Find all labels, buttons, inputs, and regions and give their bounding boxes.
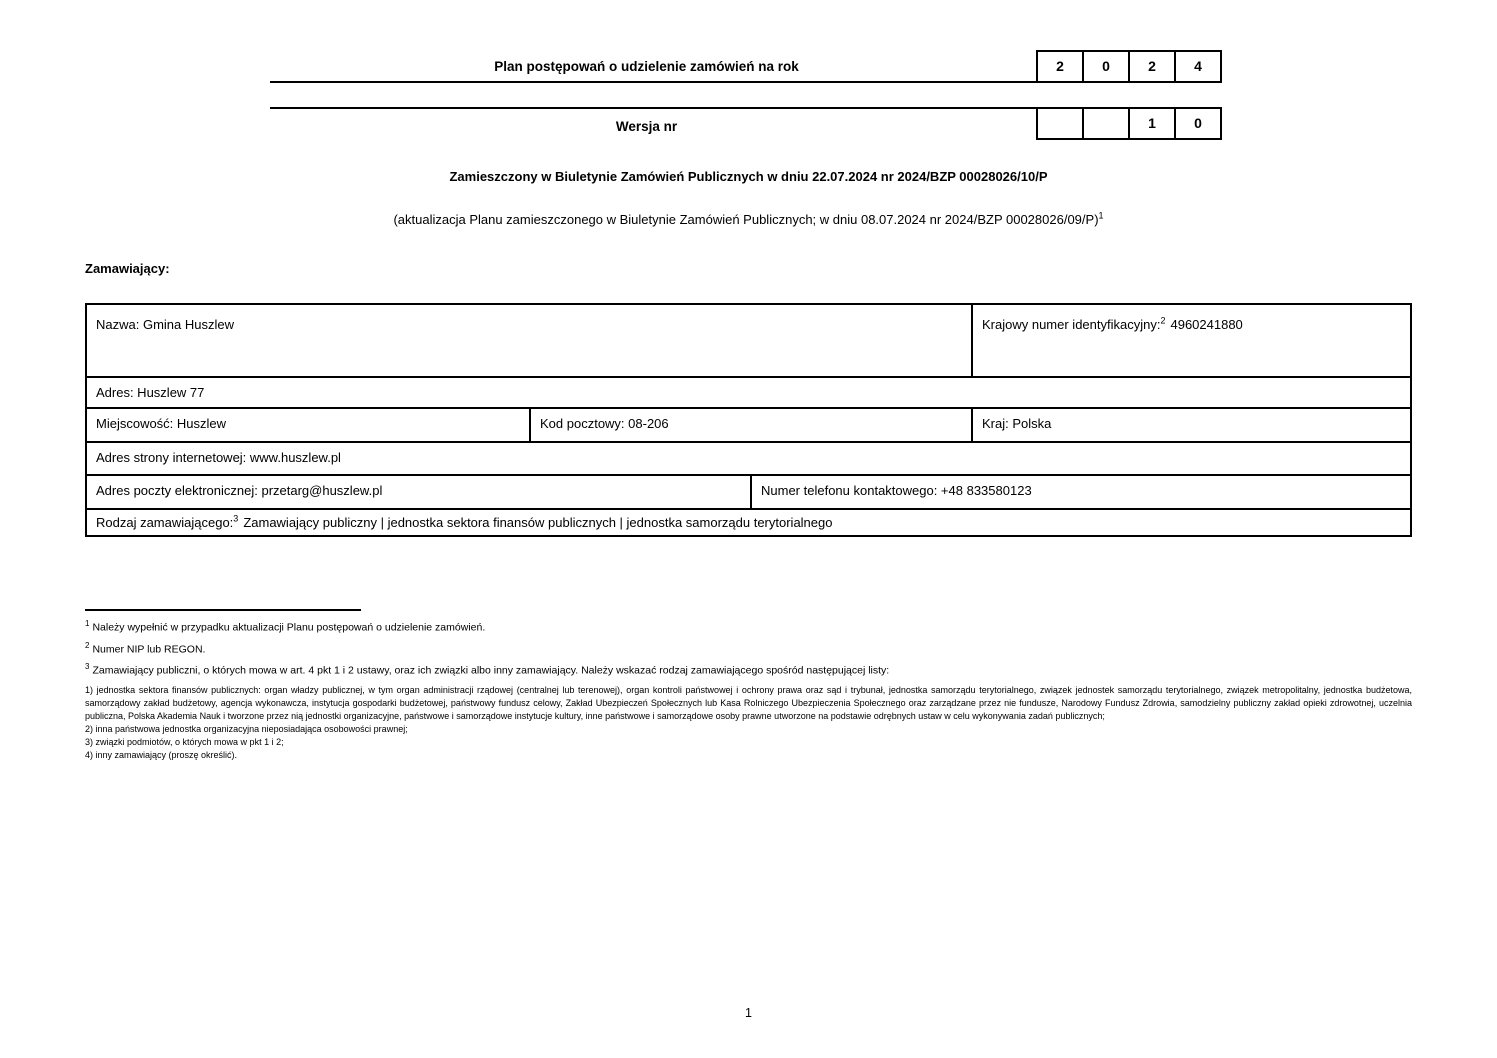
footnote-list-item: 4) inny zamawiający (proszę określić). <box>85 749 238 760</box>
version-row-gap <box>1023 107 1036 140</box>
table-row <box>87 305 1410 376</box>
footnote-2-text: Numer NIP lub REGON. <box>92 643 206 655</box>
year-digit-box: 4 <box>1174 50 1222 83</box>
table-row <box>87 508 1410 535</box>
version-digit-box <box>1036 107 1084 140</box>
footnote-ref-2: 2 <box>1160 315 1166 326</box>
footnote-ref-1: 1 <box>1098 210 1104 221</box>
footnote-divider <box>85 609 361 611</box>
year-digit-box: 2 <box>1036 50 1084 83</box>
address-cell: Adres: Huszlew 77 <box>96 385 205 400</box>
footnote-3-list <box>85 684 1412 762</box>
footnote-3 <box>85 662 1412 677</box>
plan-year-row <box>270 50 1226 83</box>
website-cell: Adres strony internetowej: www.huszlew.pl <box>96 450 341 465</box>
footnote-1 <box>85 619 1412 634</box>
footnote-ref-3: 3 <box>233 513 239 524</box>
plan-year-boxes <box>1036 50 1222 83</box>
year-digit-box: 0 <box>1082 50 1130 83</box>
footnote-list-item: 3) związki podmiotów, o których mowa w pkt 1 i 2; <box>85 736 284 747</box>
footnote-list-item: 1) jednostka sektora finansów publicznych: organ władzy publicznej, w tym organ administracji rządowej (centralnej lub terenowej), organ kontroli państwowej i ochrony prawa oraz sąd i trybunał, jednostka samorządu terytorialnego, związek jednostek samorządu terytorialnego, związek metropolitalny, jednostka budżetowa, samorządowy zakład budżetowy, agencja wykonawcza, instytucja gospodarki budżetowej, państwowy fundusz celowy, Zakład Ubezpieczeń Społecznych lub Kasa Rolniczego Ubezpieczenia Społecznego oraz zarządzane przez nie fundusze, Narodowy Fundusz Zdrowia, samodzielny publiczny zakład opieki zdrowotnej, uczelnia publiczna, Polska Akademia Nauk i tworzone przez nią jednostki organizacyjne, państwowe i samorządowe instytucje kultury, inne państwowe i samorządowe osoby prawne utworzone na podstawie odrębnych ustaw w celu wykonywania zadań publicznych; <box>85 684 1412 721</box>
table-row <box>87 407 1410 441</box>
version-digit-box: 1 <box>1128 107 1176 140</box>
national-id-label: Krajowy numer identyfikacyjny: <box>982 317 1161 332</box>
version-digit-box <box>1082 107 1130 140</box>
entity-type-value: Zamawiający publiczny | jednostka sektora finansów publicznych | jednostka samorządu terytorialnego <box>243 515 833 530</box>
footnote-3-text: Zamawiający publiczni, o których mowa w art. 4 pkt 1 i 2 ustawy, oraz ich związki albo inny zamawiający. Należy wskazać rodzaj zamawiającego spośród następującej listy: <box>92 664 890 677</box>
footnote-2 <box>85 641 1412 656</box>
version-digit-box: 0 <box>1174 107 1222 140</box>
section-title-zamawiajacy: Zamawiający: <box>85 261 170 276</box>
national-id-cell <box>971 305 1410 376</box>
footnote-1-text: Należy wypełnić w przypadku aktualizacji Planu postępowań o udzielenie zamówień. <box>92 621 486 634</box>
publication-notice: Zamieszczony w Biuletynie Zamówień Publicznych w dniu 22.07.2024 nr 2024/BZP 00028026/10/P <box>449 169 1048 184</box>
page-number: 1 <box>745 1006 752 1020</box>
publication-update-text: (aktualizacja Planu zamieszczonego w Biuletynie Zamówień Publicznych; w dniu 08.07.2024 nr 2024/BZP 00028026/09/P) <box>393 212 1099 227</box>
footnote-3-marker: 3 <box>85 662 90 671</box>
postal-code-cell: Kod pocztowy: 08-206 <box>529 409 971 441</box>
year-digit-box: 2 <box>1128 50 1176 83</box>
email-cell: Adres poczty elektronicznej: przetarg@huszlew.pl <box>96 483 383 498</box>
version-label: Wersja nr <box>270 107 1023 140</box>
version-row <box>270 107 1226 140</box>
version-boxes <box>1036 107 1222 140</box>
table-row <box>87 441 1410 474</box>
footnote-list-item: 2) inna państwowa jednostka organizacyjna nieposiadająca osobowości prawnej; <box>85 723 408 734</box>
phone-cell: Numer telefonu kontaktowego: +48 833580123 <box>750 476 1410 508</box>
city-cell: Miejscowość: Huszlew <box>96 416 227 431</box>
entity-table <box>85 303 1412 537</box>
table-row <box>87 474 1410 508</box>
footnotes-section <box>85 609 1412 762</box>
table-row <box>87 376 1410 407</box>
entity-name-cell: Nazwa: Gmina Huszlew <box>96 317 234 332</box>
country-cell: Kraj: Polska <box>971 409 1410 441</box>
plan-row-gap <box>1023 50 1036 83</box>
national-id-value: 4960241880 <box>1170 317 1243 332</box>
publication-update-note <box>0 212 1497 227</box>
plan-title: Plan postępowań o udzielenie zamówień na rok <box>270 50 1023 83</box>
footnote-1-marker: 1 <box>85 619 90 628</box>
entity-type-label: Rodzaj zamawiającego: <box>96 515 234 530</box>
entity-type-cell <box>87 510 1410 535</box>
footnote-2-marker: 2 <box>85 640 90 650</box>
